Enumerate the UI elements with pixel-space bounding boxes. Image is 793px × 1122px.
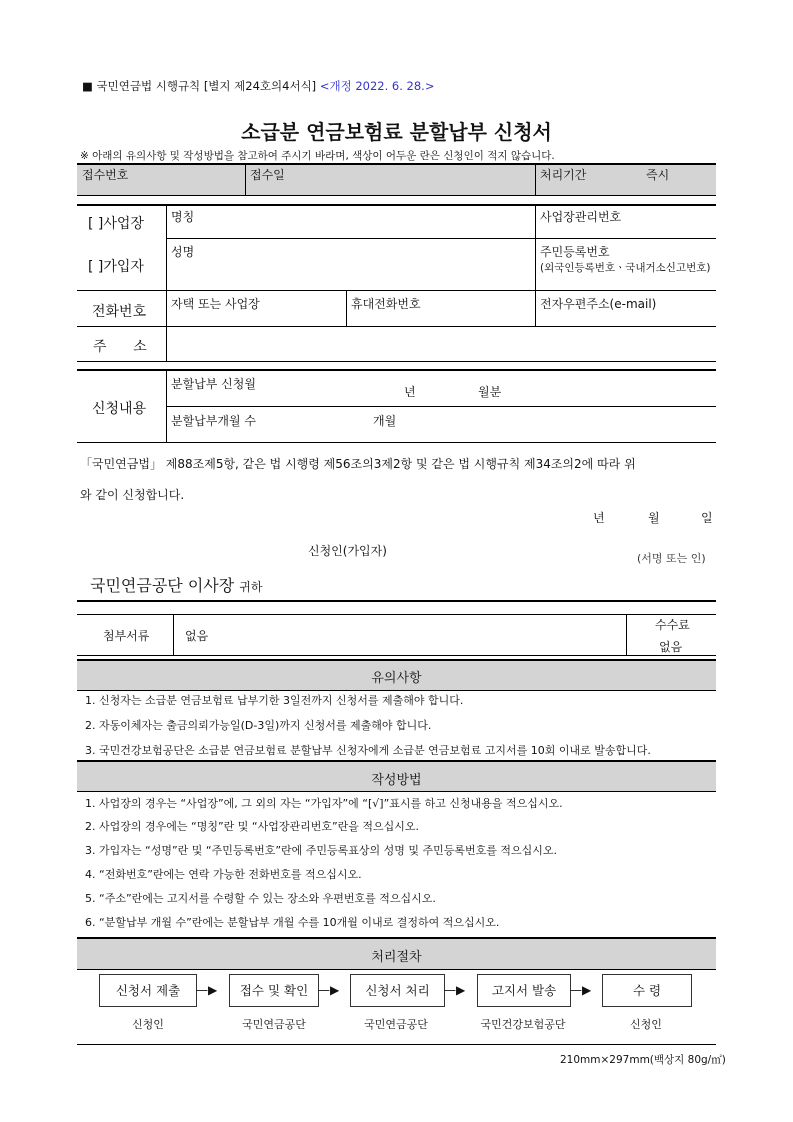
date-day-label: 일 xyxy=(701,511,713,525)
applicant-sign-label: 신청인(가입자) xyxy=(308,544,387,558)
step-process: 신청서 처리 xyxy=(350,974,445,1007)
home-phone-label: 자택 또는 사업장 xyxy=(171,297,260,311)
start-month-field[interactable] xyxy=(290,378,710,402)
attachments-value: 없음 xyxy=(185,629,209,643)
resident-number-label: 주민등록번호 xyxy=(540,245,610,259)
procedure-title: 처리절차 xyxy=(371,950,422,965)
statement-line-2: 와 같이 신청합니다. xyxy=(80,488,185,502)
business-name-field[interactable] xyxy=(171,224,529,236)
caution-item-1: 1. 신청자는 소급분 연금보험료 납부기한 3일전까지 신청서를 제출해야 합니다. xyxy=(85,694,464,707)
phone-label: 전화번호 xyxy=(92,304,147,320)
mobile-phone-label: 휴대전화번호 xyxy=(351,297,421,311)
instruction-item-4: 4. “전화번호”란에는 연락 가능한 전화번호를 적으십시오. xyxy=(85,868,362,881)
installments-unit: 개월 xyxy=(373,414,397,428)
date-month-label: 월 xyxy=(648,511,660,525)
arrow-right-icon: —▶ xyxy=(196,983,218,997)
instruction-item-2: 2. 사업장의 경우에는 “명칭”란 및 “사업장관리번호”란을 적으십시오. xyxy=(85,820,420,833)
step-submit: 신청서 제출 xyxy=(99,974,197,1007)
start-year-unit: 년 xyxy=(404,385,416,399)
notice-text: ※ 아래의 유의사항 및 작성방법을 참고하여 주시기 바라며, 색상이 어두운 란은 신청인이 적지 않습니다. xyxy=(80,150,555,162)
person-name-label: 성명 xyxy=(171,245,195,259)
person-name-field[interactable] xyxy=(171,260,529,286)
workplace-number-field[interactable] xyxy=(540,224,710,236)
step-notice-actor: 국민건강보험공단 xyxy=(480,1018,566,1031)
caution-item-2: 2. 자동이체자는 출금의뢰가능일(D-3일)까지 신청서를 제출해야 합니다. xyxy=(85,719,432,732)
step-receipt-actor: 신청인 xyxy=(630,1018,662,1031)
instruction-item-3: 3. 가입자는 “성명”란 및 “주민등록번호”란에 주민등록표상의 성명 및 주민등록번호를 적으십시오. xyxy=(85,844,558,857)
revision-text: <개정 2022. 6. 28.> xyxy=(319,79,435,93)
receipt-number-label: 접수번호 xyxy=(82,168,129,182)
step-receipt: 수 령 xyxy=(602,974,692,1007)
cautions-title: 유의사항 xyxy=(371,671,422,686)
instruction-item-1: 1. 사업장의 경우는 “사업장”에, 그 외의 자는 “가입자”에 “[√]”표시를 하고 신청내용을 적으십시오. xyxy=(85,797,563,810)
regulation-text: 국민연금법 시행규칙 [별지 제24호의4서식] xyxy=(96,79,317,93)
step-receive-actor: 국민연금공단 xyxy=(242,1018,306,1031)
workplace-number-label: 사업장관리번호 xyxy=(540,210,622,224)
fee-label: 수수료 xyxy=(655,618,690,632)
request-label: 신청내용 xyxy=(92,401,147,417)
start-month-unit: 월분 xyxy=(478,385,502,399)
arrow-right-icon: —▶ xyxy=(570,983,592,997)
installments-field[interactable] xyxy=(280,410,370,434)
address-field[interactable] xyxy=(171,330,711,358)
addressee-name: 국민연금공단 이사장 xyxy=(90,576,235,595)
mobile-phone-field[interactable] xyxy=(351,311,531,323)
step-process-actor: 국민연금공단 xyxy=(364,1018,428,1031)
statement-line-1: 「국민연금법」 제88조제5항, 같은 법 시행령 제56조의3제2항 및 같은 법 시행규칙 제34조의2에 따라 위 xyxy=(80,457,636,471)
square-marker-icon: ■ xyxy=(82,79,93,93)
step-submit-actor: 신청인 xyxy=(132,1018,164,1031)
paper-spec: 210mm×297mm(백상지 80g/㎡) xyxy=(560,1054,726,1066)
email-field[interactable] xyxy=(540,311,710,323)
addressee xyxy=(90,573,262,596)
instruction-item-6: 6. “분할납부 개월 수”란에는 분할납부 개월 수를 10개월 이내로 결정하여 적으십시오. xyxy=(85,916,500,929)
receipt-date-label: 접수일 xyxy=(250,168,285,182)
arrow-right-icon: —▶ xyxy=(444,983,466,997)
addressee-suffix: 귀하 xyxy=(239,580,263,594)
address-label: 주 소 xyxy=(93,339,147,355)
applicant-sign-field[interactable] xyxy=(400,540,630,560)
fee-value: 없음 xyxy=(659,640,683,654)
date-year-label: 년 xyxy=(593,511,605,525)
step-notice: 고지서 발송 xyxy=(477,974,571,1007)
signature-note: (서명 또는 인) xyxy=(637,552,706,565)
processing-period-value: 즉시 xyxy=(646,168,670,182)
home-phone-field[interactable] xyxy=(171,311,341,323)
processing-period-label: 처리기간 xyxy=(540,168,587,182)
subscriber-checkbox[interactable]: [ ]가입자 xyxy=(88,259,144,275)
caution-item-3: 3. 국민건강보험공단은 소급분 연금보험료 분할납부 신청자에게 소급분 연금보험료 고지서를 10회 이내로 발송합니다. xyxy=(85,744,651,757)
instructions-title: 작성방법 xyxy=(371,773,422,788)
instruction-item-5: 5. “주소”란에는 고지서를 수령할 수 있는 장소와 우편번호를 적으십시오. xyxy=(85,892,436,905)
start-month-label: 분할납부 신청월 xyxy=(171,377,256,391)
business-name-label: 명칭 xyxy=(171,210,195,224)
attachments-label: 첨부서류 xyxy=(103,629,150,643)
installments-label: 분할납부개월 수 xyxy=(171,414,256,428)
email-label: 전자우편주소(e-mail) xyxy=(540,297,657,311)
workplace-checkbox[interactable]: [ ]사업장 xyxy=(88,216,144,232)
form-title: 소급분 연금보험료 분할납부 신청서 xyxy=(241,120,552,144)
arrow-right-icon: —▶ xyxy=(318,983,340,997)
receipt-row xyxy=(77,164,716,196)
resident-number-sublabel: (외국인등록번호ㆍ국내거소신고번호) xyxy=(540,262,711,274)
form-reference xyxy=(82,78,434,94)
step-receive: 접수 및 확인 xyxy=(229,974,319,1007)
